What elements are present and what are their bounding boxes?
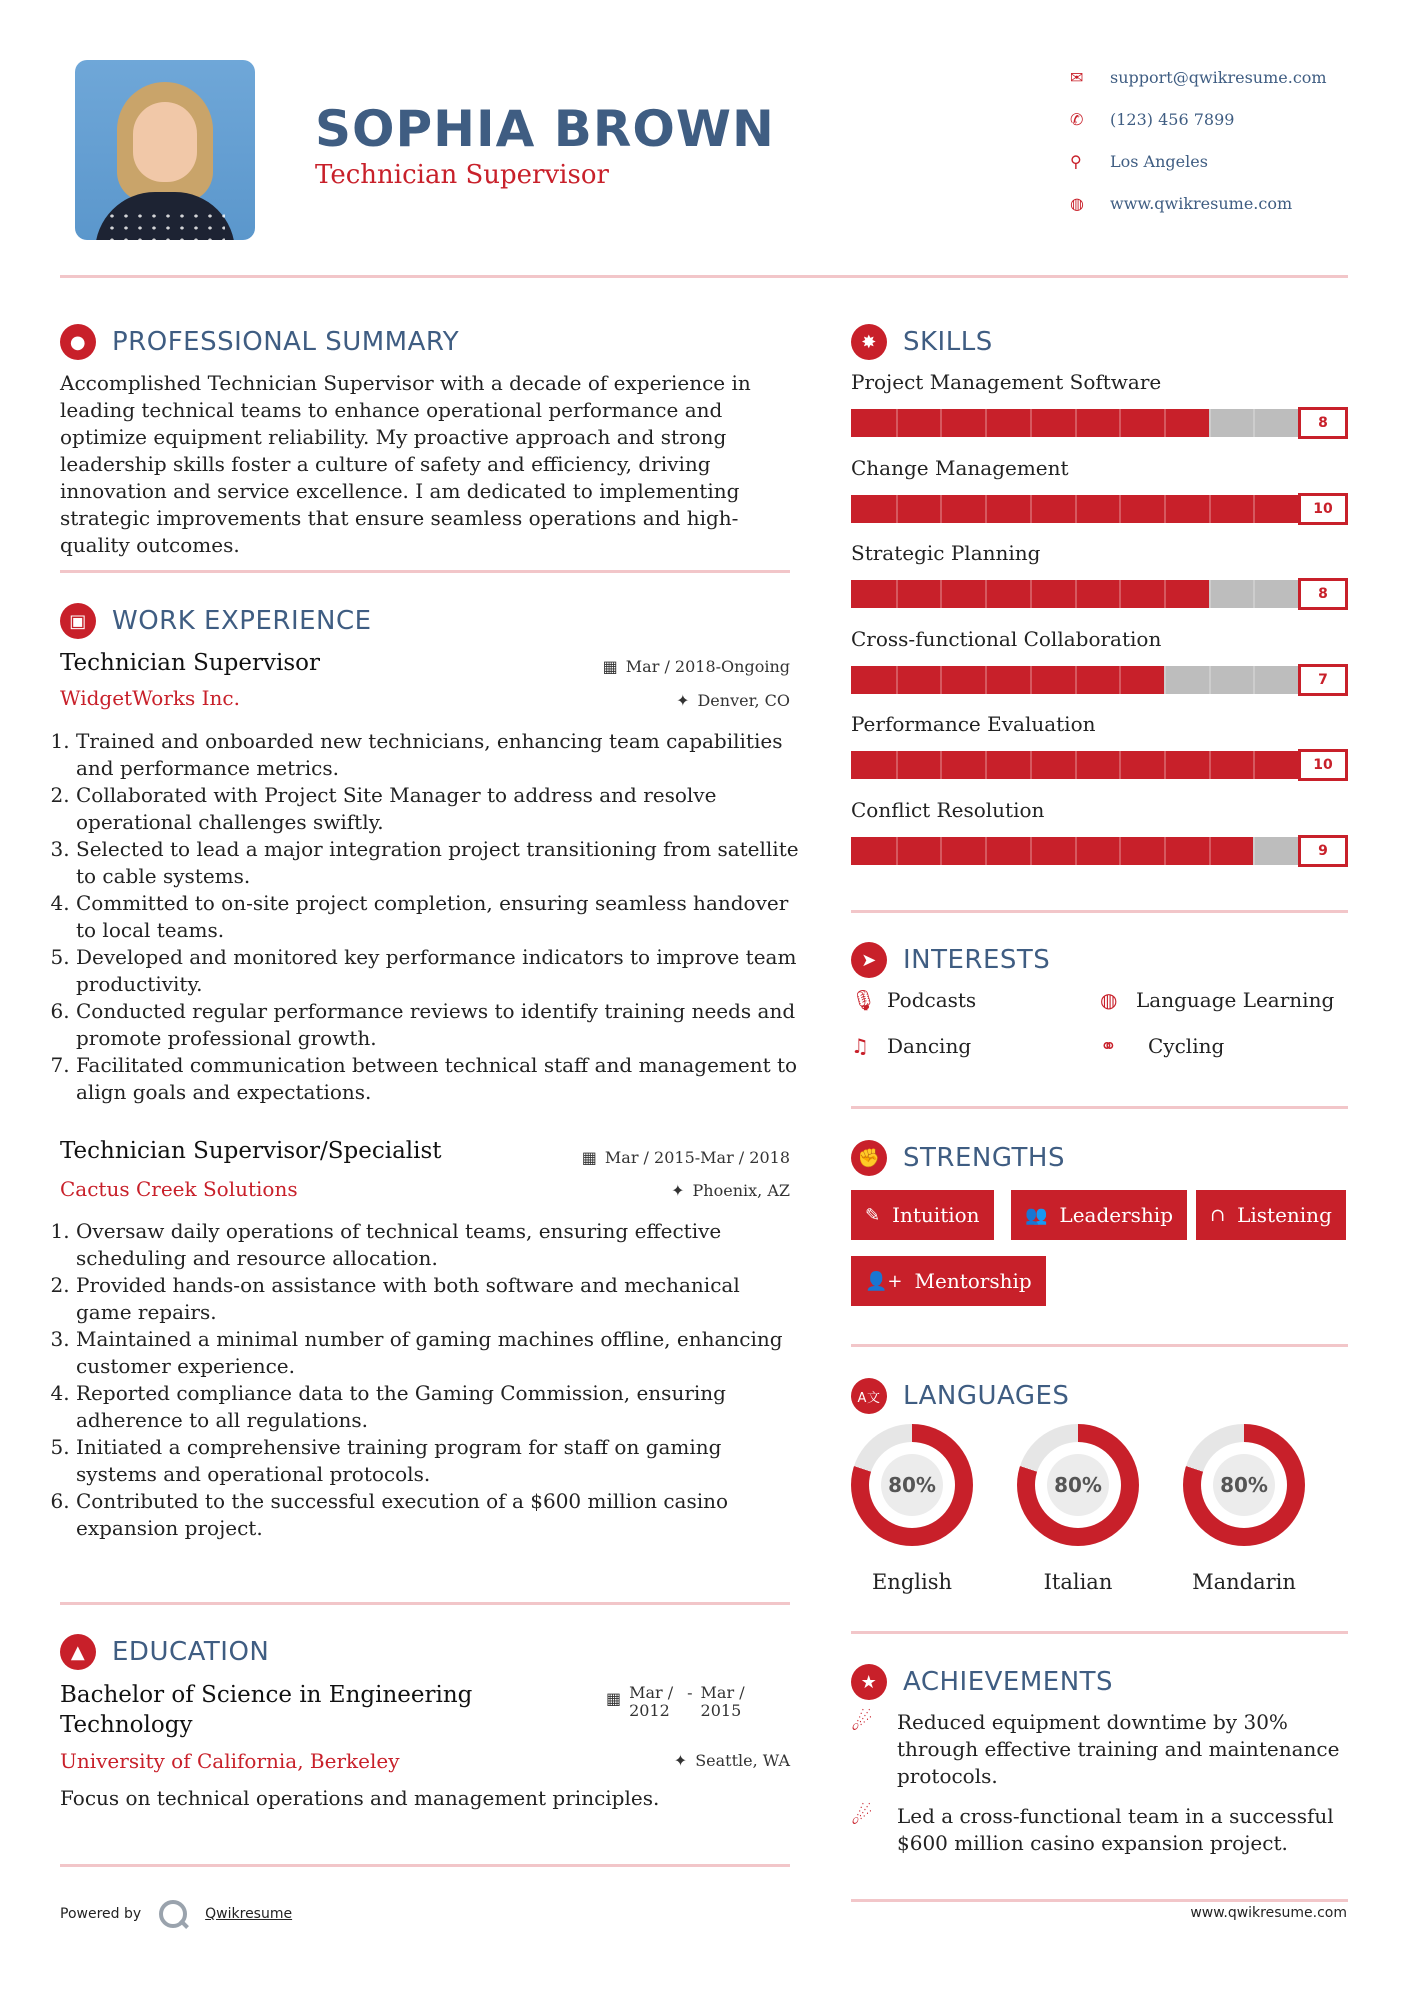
skill-score: 8 [1298, 578, 1348, 610]
strength-badge: 👥 Leadership [1011, 1190, 1187, 1240]
interest-item: ◍ Language Learning [1100, 988, 1335, 1012]
education-location: ✦ Seattle, WA [673, 1751, 790, 1770]
music-note-icon: ♫ [851, 1034, 869, 1058]
job-dates: ▦ Mar / 2018-Ongoing [602, 657, 790, 676]
globe-icon: ◍ [1100, 988, 1118, 1012]
graduation-cap-icon: ▲ [60, 1634, 96, 1670]
summary-heading: ● PROFESSIONAL SUMMARY [60, 324, 459, 360]
magic-wand-icon: ✎ [865, 1204, 881, 1226]
language-item [851, 1424, 973, 1594]
strength-badge: 👤+ Mentorship [851, 1256, 1046, 1306]
bicycle-icon: ⚭ [1100, 1034, 1117, 1058]
education-divider [60, 1864, 790, 1867]
contact-website[interactable]: ◍ www.qwikresume.com [1070, 193, 1293, 213]
list-item: 1. Oversaw daily operations of technical teams, ensuring effective scheduling and resource allocation. [76, 1218, 800, 1272]
footer-brand-link[interactable]: Qwikresume [205, 1906, 293, 1922]
skill-label: Change Management [851, 455, 1069, 480]
header-divider [60, 275, 1348, 278]
contact-location: ⚲ Los Angeles [1070, 151, 1208, 171]
interests-divider [851, 1106, 1348, 1109]
skill-bar-fill [851, 837, 1253, 865]
list-item: 6. Conducted regular performance reviews to identify training needs and promote professional growth. [76, 998, 800, 1052]
microphone-icon: 🎙 [851, 988, 877, 1012]
star-badge-icon: ★ [851, 1664, 887, 1700]
footer-website-link[interactable]: www.qwikresume.com [1190, 1905, 1347, 1921]
calendar-icon: ▦ [606, 1689, 622, 1708]
skill-label: Strategic Planning [851, 541, 1041, 565]
strengths-heading: ✊ STRENGTHS [851, 1140, 1065, 1176]
summary-text: Accomplished Technician Supervisor with a decade of experience in leading technical teams to enhance operational performance and optimize equipment reliability. My proactive approach and strong leadership skills foster a culture of safety and efficiency, driving innovation and service excellence. I am dedicated to implementing strategic improvements that ensure seamless operations and high-quality outcomes. [60, 371, 751, 557]
job-title: Technician Supervisor/Specialist [60, 1138, 442, 1164]
degree-title: Bachelor of Science in Engineering Technology [60, 1682, 473, 1738]
paper-plane-icon: ➤ [851, 942, 887, 978]
skill-label: Cross-functional Collaboration [851, 626, 1162, 651]
strength-badge: ✎ Intuition [851, 1190, 994, 1240]
interest-item: 🎙 Podcasts [851, 988, 977, 1012]
list-item: 7. Facilitated communication between technical staff and management to align goals and expectations. [76, 1052, 800, 1106]
contact-block [1070, 56, 1390, 224]
list-item: 5. Developed and monitored key performance indicators to improve team productivity. [76, 944, 800, 998]
skill-score: 10 [1298, 749, 1348, 781]
language-name: Mandarin [1192, 1570, 1296, 1594]
calendar-icon: ▦ [602, 657, 618, 676]
candidate-name: SOPHIA BROWN [315, 100, 775, 158]
job-company: WidgetWorks Inc. [60, 686, 240, 710]
language-item [1017, 1424, 1139, 1594]
skill-score: 10 [1298, 493, 1348, 525]
work-divider [60, 1602, 790, 1605]
user-icon: ● [60, 324, 96, 360]
list-item: 6. Contributed to the successful execution of a $600 million casino expansion project. [76, 1488, 800, 1542]
skill-label: Conflict Resolution [851, 797, 1045, 822]
list-item: 3. Maintained a minimal number of gaming machines offline, enhancing customer experience. [76, 1326, 800, 1380]
job-location: ✦ Denver, CO [676, 691, 790, 710]
lightbulb-icon: ✸ [851, 324, 887, 360]
shooting-star-icon: ☄ [851, 1802, 873, 1830]
interest-item: ⚭ Cycling [1100, 1034, 1225, 1058]
skill-bar-fill [851, 495, 1348, 523]
language-name: English [871, 1570, 953, 1594]
headphones-icon: ∩ [1210, 1204, 1226, 1226]
skill-bar-fill [851, 751, 1348, 779]
candidate-role: Technician Supervisor [315, 160, 609, 190]
skill-bar [851, 580, 1348, 608]
qwikresume-logo-icon [159, 1900, 187, 1928]
contact-phone[interactable]: ✆ (123) 456 7899 [1070, 109, 1235, 129]
translate-icon: A文 [851, 1378, 887, 1414]
job-dates: ▦ Mar / 2015-Mar / 2018 [581, 1148, 790, 1167]
list-item: 2. Collaborated with Project Site Manager to address and resolve operational challenges swiftly. [76, 782, 800, 836]
pushpin-icon: ✦ [676, 691, 690, 710]
calendar-icon: ▦ [581, 1148, 597, 1167]
strength-badge: ∩ Listening [1196, 1190, 1346, 1240]
job-duties [58, 1218, 800, 1542]
skills-heading: ✸ SKILLS [851, 324, 993, 360]
list-item: 3. Selected to lead a major integration project transitioning from satellite to cable systems. [76, 836, 800, 890]
languages-divider [851, 1631, 1348, 1634]
skill-bar [851, 837, 1348, 865]
briefcase-icon: ▣ [60, 603, 96, 639]
users-icon: 👥 [1025, 1204, 1048, 1226]
shooting-star-icon: ☄ [851, 1708, 873, 1736]
list-item: 5. Initiated a comprehensive training program for staff on gaming systems and operational protocols. [76, 1434, 800, 1488]
envelope-icon: ✉ [1070, 67, 1084, 87]
achievement-item: ☄ Led a cross-functional team in a successful $600 million casino expansion project. [851, 1802, 1334, 1855]
list-item: 4. Committed to on-site project completion, ensuring seamless handover to local teams. [76, 890, 800, 944]
language-percent: 80% [1213, 1454, 1275, 1516]
language-name: Italian [1043, 1570, 1113, 1594]
footer-powered-by: Powered by Qwikresume [60, 1900, 292, 1928]
strengths-divider [851, 1344, 1348, 1347]
skill-score: 7 [1298, 664, 1348, 696]
skill-label: Project Management Software [851, 370, 1162, 394]
map-pin-icon: ⚲ [1070, 151, 1082, 171]
education-note: Focus on technical operations and management principles. [60, 1786, 660, 1810]
language-item [1183, 1424, 1305, 1594]
skill-score: 8 [1298, 407, 1348, 439]
language-percent: 80% [881, 1454, 943, 1516]
education-heading: ▲ EDUCATION [60, 1634, 269, 1670]
achievements-heading: ★ ACHIEVEMENTS [851, 1664, 1113, 1700]
education-dates: ▦ Mar / 2012 - Mar / 2015 [606, 1683, 745, 1720]
user-plus-icon: 👤+ [865, 1270, 903, 1292]
job-company: Cactus Creek Solutions [60, 1177, 298, 1201]
languages-heading: A文 LANGUAGES [851, 1378, 1069, 1414]
achievements-divider [851, 1899, 1348, 1902]
contact-email[interactable]: ✉ support@qwikresume.com [1070, 67, 1327, 87]
job-title: Technician Supervisor [60, 650, 320, 676]
skill-label: Performance Evaluation [851, 712, 1096, 736]
pushpin-icon: ✦ [671, 1181, 685, 1200]
skill-bar [851, 666, 1348, 694]
school-name: University of California, Berkeley [60, 1749, 400, 1773]
skill-bar [851, 751, 1348, 779]
work-heading: ▣ WORK EXPERIENCE [60, 603, 372, 639]
skill-bar [851, 495, 1348, 523]
phone-icon: ✆ [1070, 109, 1084, 129]
list-item: 2. Provided hands-on assistance with both software and mechanical game repairs. [76, 1272, 800, 1326]
globe-icon: ◍ [1070, 193, 1084, 213]
language-progress-ring [1017, 1424, 1139, 1546]
skill-bar [851, 409, 1348, 437]
list-item: 4. Reported compliance data to the Gaming Commission, ensuring adherence to all regulations. [76, 1380, 800, 1434]
language-progress-ring [1183, 1424, 1305, 1546]
job-location: ✦ Phoenix, AZ [671, 1181, 790, 1200]
fist-icon: ✊ [851, 1140, 887, 1176]
list-item: 1. Trained and onboarded new technicians, enhancing team capabilities and performance metrics. [76, 728, 800, 782]
summary-divider [60, 570, 790, 573]
profile-photo [75, 60, 255, 240]
achievement-item: ☄ Reduced equipment downtime by 30% through effective training and maintenance protocols. [851, 1708, 1340, 1788]
language-progress-ring [851, 1424, 973, 1546]
job-duties [58, 728, 800, 1106]
pushpin-icon: ✦ [673, 1751, 688, 1770]
skills-divider [851, 910, 1348, 913]
language-percent: 80% [1047, 1454, 1109, 1516]
skill-score: 9 [1298, 835, 1348, 867]
interest-item: ♫ Dancing [851, 1034, 972, 1058]
interests-heading: ➤ INTERESTS [851, 942, 1050, 978]
